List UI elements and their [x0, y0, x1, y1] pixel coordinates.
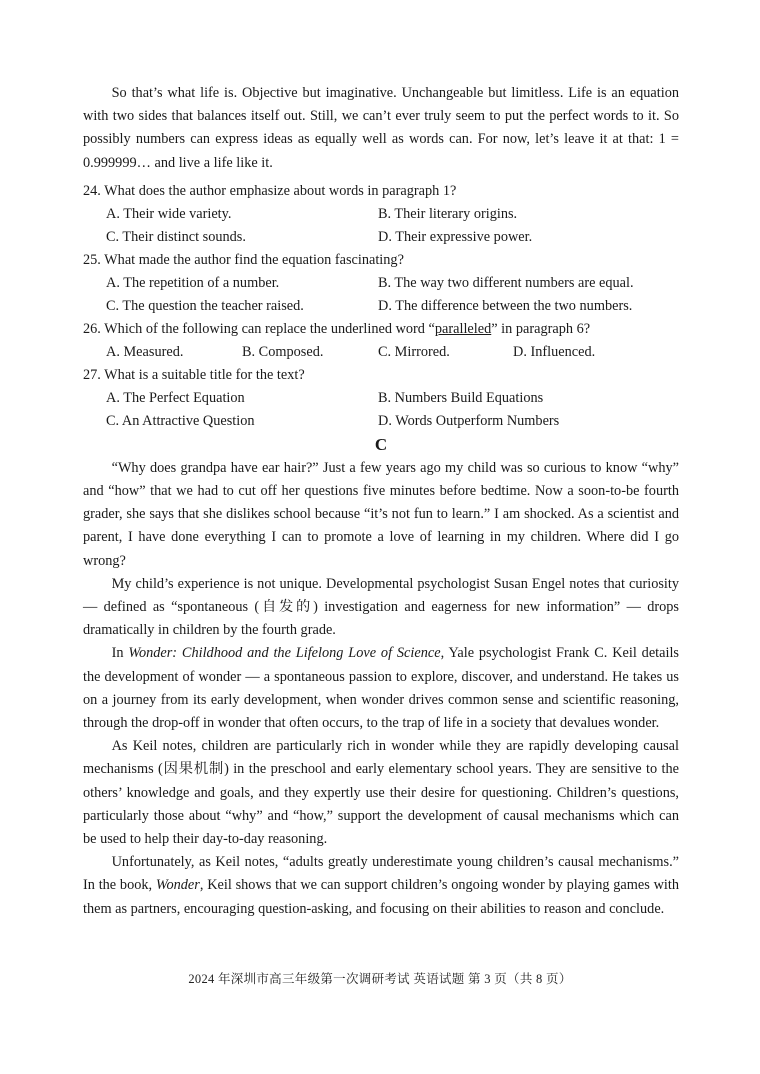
option-c: C. An Attractive Question	[106, 412, 255, 429]
question-24	[83, 180, 679, 249]
book-title: Wonder: Childhood and the Lifelong Love of Science	[128, 645, 441, 662]
stem-text: ” in paragraph 6?	[491, 320, 591, 337]
question-26	[83, 318, 679, 364]
paragraph-text: In	[111, 645, 129, 662]
paragraph-text: Unfortunately, as Keil notes, “adults greatly underestimate young children’s causal mechanisms.” In the book,	[83, 854, 679, 894]
option-a: A. The Perfect Equation	[106, 389, 245, 406]
option-c: C. The question the teacher raised.	[106, 297, 304, 314]
option-c: C. Their distinct sounds.	[106, 228, 246, 245]
passage-c-paragraph-4: As Keil notes, children are particularly rich in wonder while they are rapidly developing causal mechanisms (因果机制) in the preschool and early elementary school years. They are sensitive to the others’ knowledge and goals, and they expertly use their desire for questioning. Children’s questions, particularly those about “why” and “how,” support the development of causal mechanisms which can be used to help their day-to-day reasoning.	[83, 738, 679, 848]
option-b: B. The way two different numbers are equal.	[378, 274, 634, 291]
section-heading: C	[374, 434, 388, 454]
passage-c-paragraph-3	[83, 642, 679, 735]
paragraph-text: , Yale psychologist Frank C. Keil details the development of wonder — a spontaneous passion to explore, discover, and understand. He takes us on a journey from its early development, when wonder drives common sense and scientific reasoning, through the drop-off in wonder that often occurs, to the trap of life in a society that devalues wonder.	[83, 645, 679, 732]
question-stem: 25. What made the author find the equation fascinating?	[83, 251, 404, 268]
question-stem: 24. What does the author emphasize about words in paragraph 1?	[83, 182, 457, 199]
option-d: D. Words Outperform Numbers	[378, 412, 560, 429]
option-b: B. Numbers Build Equations	[378, 389, 544, 406]
option-d: D. The difference between the two numbers.	[378, 297, 633, 314]
passage-b-closing-paragraph: So that’s what life is. Objective but imaginative. Unchangeable but limitless. Life is an equation with two sides that balances itself out. Still, we can’t ever truly seem to put the perfect words to it. So possibly numbers can express ideas as equally well as words can. For now, let’s leave it at that: 1 = 0.999999… and live a life like it.	[83, 85, 679, 171]
question-25	[83, 249, 679, 318]
options	[83, 203, 679, 249]
question-27	[83, 364, 679, 433]
passage-c-paragraph-2: My child’s experience is not unique. Developmental psychologist Susan Engel notes that curiosity — defined as “spontaneous (自发的) investigation and eagerness for new information” — drops dramatically in children by the fourth grade.	[83, 575, 679, 639]
option-a: A. The repetition of a number.	[106, 274, 280, 291]
option-a: A. Their wide variety.	[106, 205, 232, 222]
stem-text: 26. Which of the following can replace the underlined word “	[83, 320, 435, 337]
question-stem: 27. What is a suitable title for the text?	[83, 366, 305, 383]
options	[83, 387, 679, 433]
option-a: A. Measured.	[106, 343, 184, 360]
page-footer: 2024 年深圳市高三年级第一次调研考试 英语试题 第 3 页（共 8 页）	[188, 972, 572, 986]
passage-c-paragraph-5	[83, 851, 679, 921]
underlined-word: paralleled	[434, 320, 492, 337]
option-b: B. Composed.	[242, 343, 324, 360]
exam-page	[83, 82, 679, 921]
book-title: Wonder	[155, 877, 200, 894]
options	[83, 272, 679, 318]
option-c: C. Mirrored.	[378, 343, 450, 360]
question-stem	[83, 318, 679, 341]
option-d: D. Influenced.	[513, 343, 596, 360]
option-d: D. Their expressive power.	[378, 228, 533, 245]
options	[83, 341, 679, 364]
paragraph-text: , Keil shows that we can support children’s ongoing wonder by playing games with them as partners, encouraging question-asking, and focusing on their abilities to reason and conclude.	[83, 877, 679, 917]
option-b: B. Their literary origins.	[378, 205, 518, 222]
passage-c-paragraph-1: “Why does grandpa have ear hair?” Just a few years ago my child was so curious to know “why” and “how” that we had to cut off her questions five minutes before bedtime. Now a soon-to-be fourth grader, she says that she dislikes school because “it’s not fun to learn.” I am shocked. As a scientist and parent, I have done everything I can to promote a love of learning in my children. Where did I go wrong?	[83, 459, 679, 569]
